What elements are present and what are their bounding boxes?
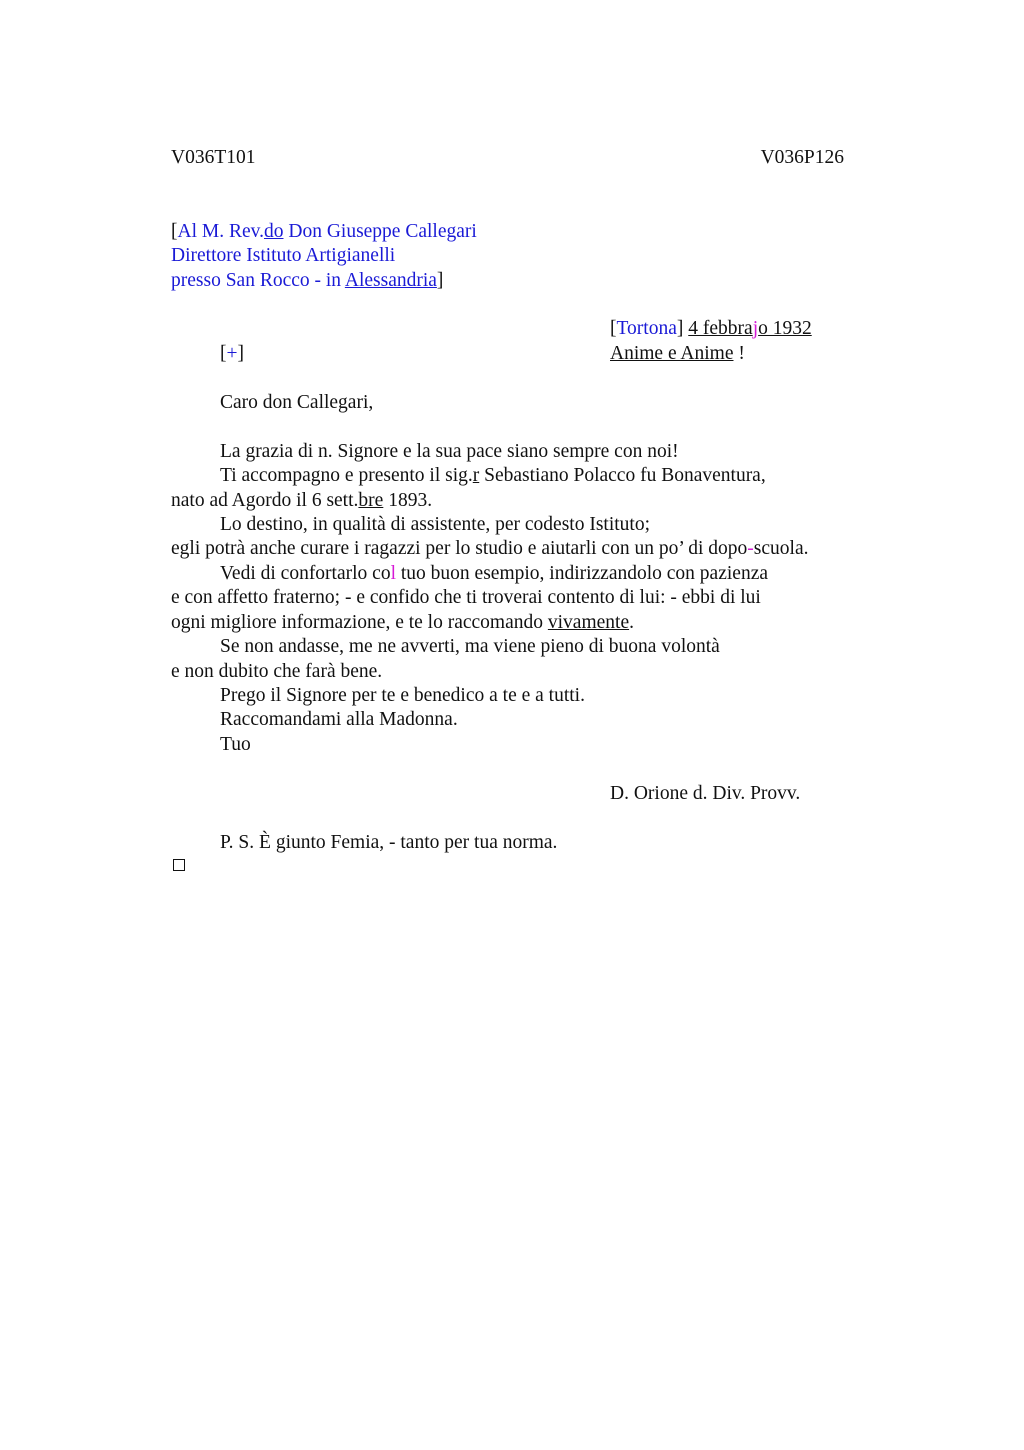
document-code-right: V036P126 bbox=[760, 147, 844, 168]
signature: D. Orione d. Div. Provv. bbox=[610, 783, 801, 804]
document-code-left: V036T101 bbox=[171, 147, 256, 168]
body-line-4: Lo destino, in qualità di assistente, per codesto Istituto; bbox=[220, 514, 651, 535]
address-line-3: presso San Rocco - in Alessandria] bbox=[171, 270, 444, 291]
address-city: Alessandria bbox=[344, 270, 437, 291]
body-line-10: e non dubito che farà bene. bbox=[171, 661, 383, 682]
address-recipient-title: Al M. Rev.do Don Giuseppe Callegari bbox=[177, 221, 477, 242]
cross-icon: + bbox=[226, 343, 238, 364]
address-close-bracket: ] bbox=[436, 270, 444, 291]
dateline: [Tortona] 4 febbrajo 1932 bbox=[610, 318, 812, 339]
motto: Animе e Anime ! bbox=[610, 343, 745, 364]
body-line-11: Prego il Signore per te e benedico a te e a tutti. bbox=[220, 685, 585, 706]
body-line-8: ogni migliore informazione, e te lo raccomando vivamente. bbox=[171, 612, 634, 633]
dateline-place: Tortona bbox=[616, 318, 677, 339]
body-line-3: nato ad Agordo il 6 sett.bre 1893. bbox=[171, 490, 433, 511]
body-line-1: La grazia di n. Signore e la sua pace siano sempre con noi! bbox=[220, 441, 679, 462]
body-line-5: egli potrà anche curare i ragazzi per lo studio e aiutarli con un po’ di dopo-scuola. bbox=[171, 538, 809, 559]
dateline-date: 4 febbrajo 1932 bbox=[688, 318, 812, 339]
postscript: P. S. È giunto Femia, - tanto per tua norma. bbox=[220, 832, 558, 853]
body-line-6: Vedi di confortarlo col tuo buon esempio, indirizzandolo con pazienza bbox=[220, 563, 769, 584]
body-line-12: Raccomandami alla Madonna. bbox=[220, 709, 458, 730]
cross-mark: [+] bbox=[220, 343, 244, 364]
address-line-1 bbox=[171, 220, 477, 244]
body-line-2: Ti accompagno e presento il sig.r Sebastiano Polacco fu Bonaventura, bbox=[220, 465, 766, 486]
address-line-2: Direttore Istituto Artigianelli bbox=[171, 245, 396, 266]
body-line-13: Tuo bbox=[220, 734, 251, 755]
body-line-7: e con affetto fraterno; - e confido che ti troverai contento di lui: - ebbi di lui bbox=[171, 587, 761, 608]
body-line-9: Se non andasse, me ne avverti, ma viene pieno di buona volontà bbox=[220, 636, 720, 657]
salutation: Caro don Callegari, bbox=[220, 392, 374, 413]
end-marker-box-icon bbox=[173, 859, 185, 871]
address-open-bracket: [ bbox=[171, 221, 178, 242]
